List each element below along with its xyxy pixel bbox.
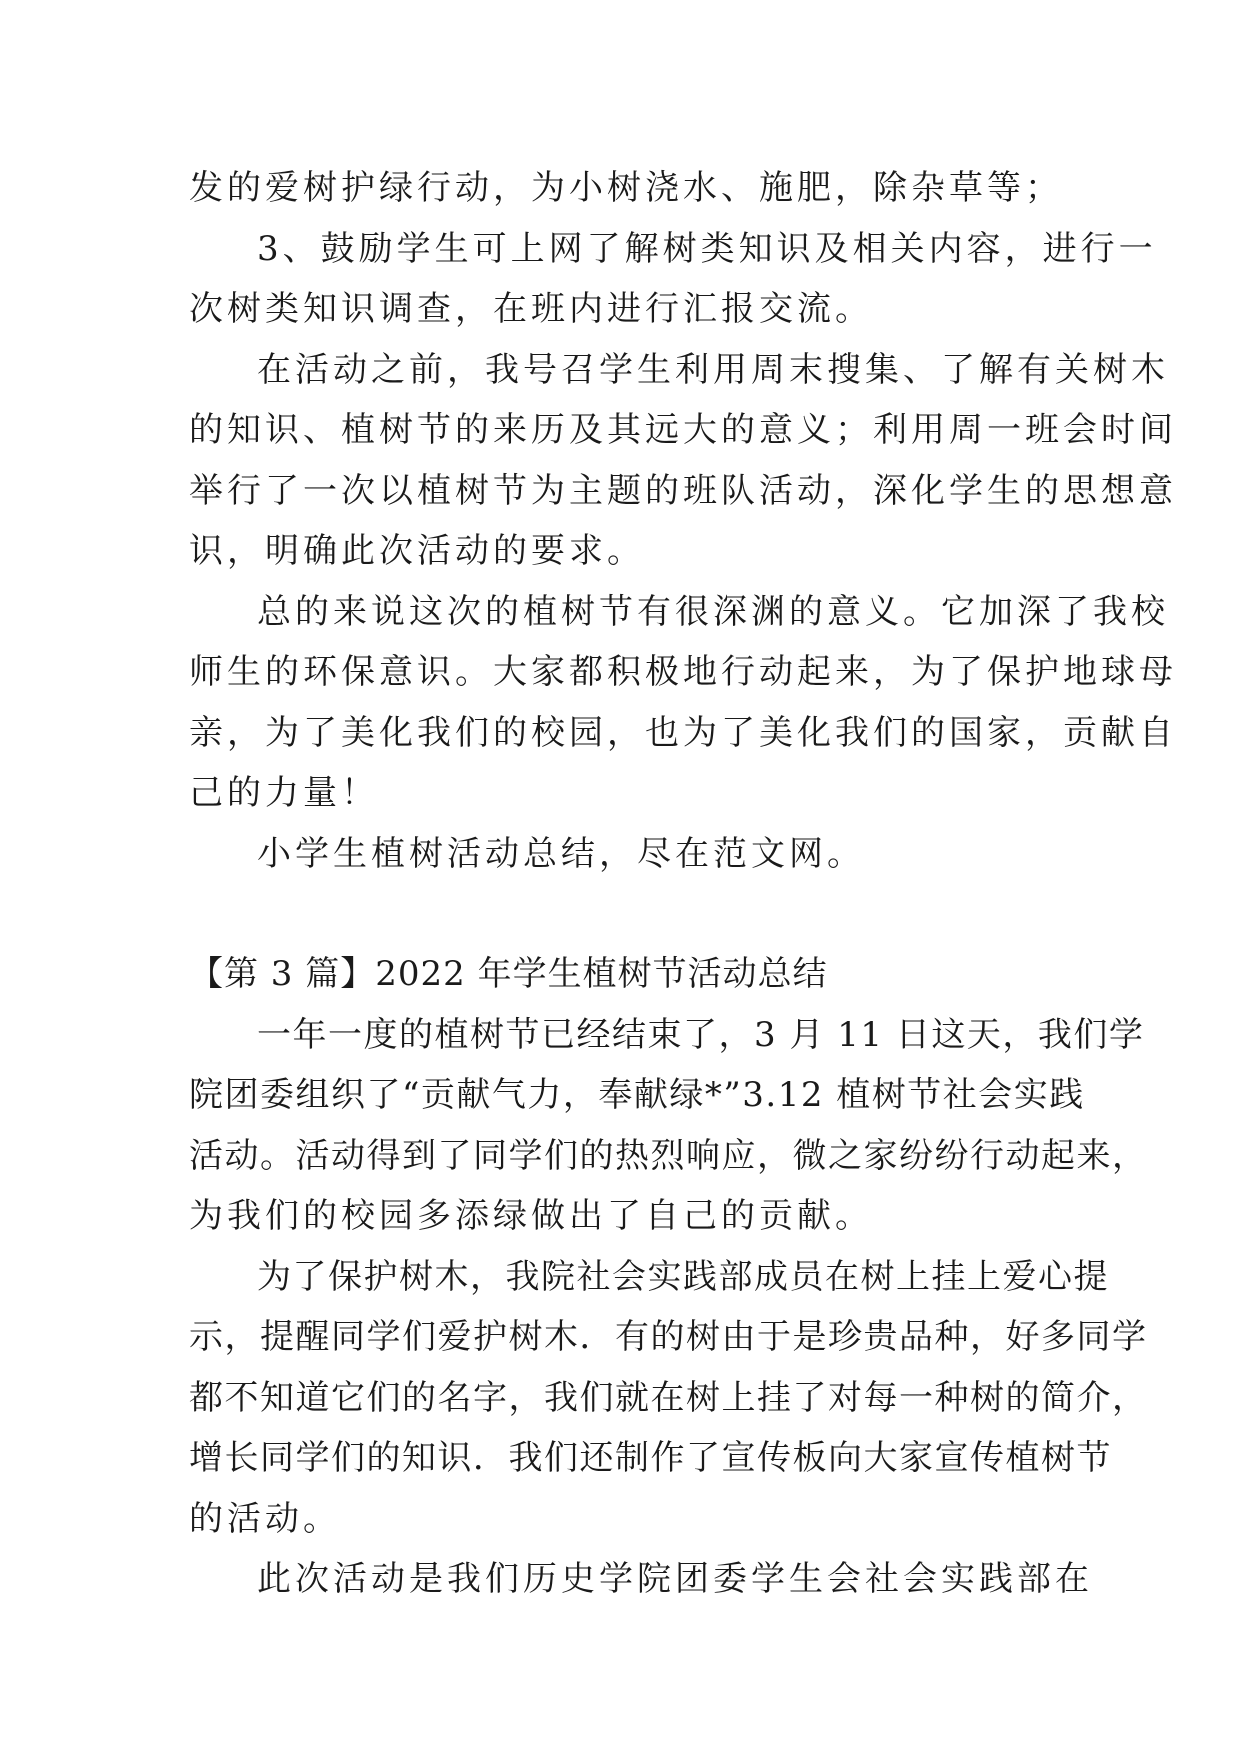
text-line: 举行了一次以植树节为主题的班队活动，深化学生的思想意 <box>189 470 1177 511</box>
text-line: 的知识、植树节的来历及其远大的意义；利用周一班会时间 <box>189 410 1177 450</box>
text-line: 示，提醒同学们爱护树木．有的树由于是珍贵品种，好多同学 <box>189 1317 1148 1357</box>
document-body <box>189 158 1177 1610</box>
text-line: 的活动。 <box>189 1498 341 1539</box>
text-line: 活动。活动得到了同学们的热烈响应，微之家纷纷行动起来， <box>189 1135 1148 1176</box>
text-line: 一年一度的植树节已经结束了，3 月 11 日这天，我们学 <box>257 1014 1145 1055</box>
text-line: 总的来说这次的植树节有很深渊的意义。它加深了我校 <box>257 591 1169 632</box>
text-line: 3、鼓励学生可上网了解树类知识及相关内容，进行一 <box>257 228 1157 269</box>
text-line: 为了保护树木，我院社会实践部成员在树上挂上爱心提 <box>257 1256 1109 1297</box>
text-line: 小学生植树活动总结，尽在范文网。 <box>257 833 865 874</box>
text-line: 发的爱树护绿行动，为小树浇水、施肥，除杂草等； <box>189 168 1063 208</box>
text-line: 亲，为了美化我们的校园，也为了美化我们的国家，贡献自 <box>189 712 1177 753</box>
text-line: 识，明确此次活动的要求。 <box>189 531 645 571</box>
text-line: 院团委组织了“贡献气力，奉献绿*”3.12 植树节社会实践 <box>189 1075 1085 1115</box>
text-line: 此次活动是我们历史学院团委学生会社会实践部在 <box>257 1559 1093 1599</box>
text-line: 次树类知识调查，在班内进行汇报交流。 <box>189 289 873 329</box>
text-line: 都不知道它们的名字，我们就在树上挂了对每一种树的简介， <box>189 1377 1148 1418</box>
text-line: 增长同学们的知识．我们还制作了宣传板向大家宣传植树节 <box>189 1438 1112 1478</box>
text-line: 己的力量！ <box>189 773 379 813</box>
text-line: 在活动之前，我号召学生利用周末搜集、了解有关树木 <box>257 349 1169 390</box>
section-heading: 【第 3 篇】2022 年学生植树节活动总结 <box>189 954 828 994</box>
text-line: 师生的环保意识。大家都积极地行动起来，为了保护地球母 <box>189 652 1177 692</box>
text-line: 为我们的校园多添绿做出了自己的贡献。 <box>189 1196 873 1236</box>
